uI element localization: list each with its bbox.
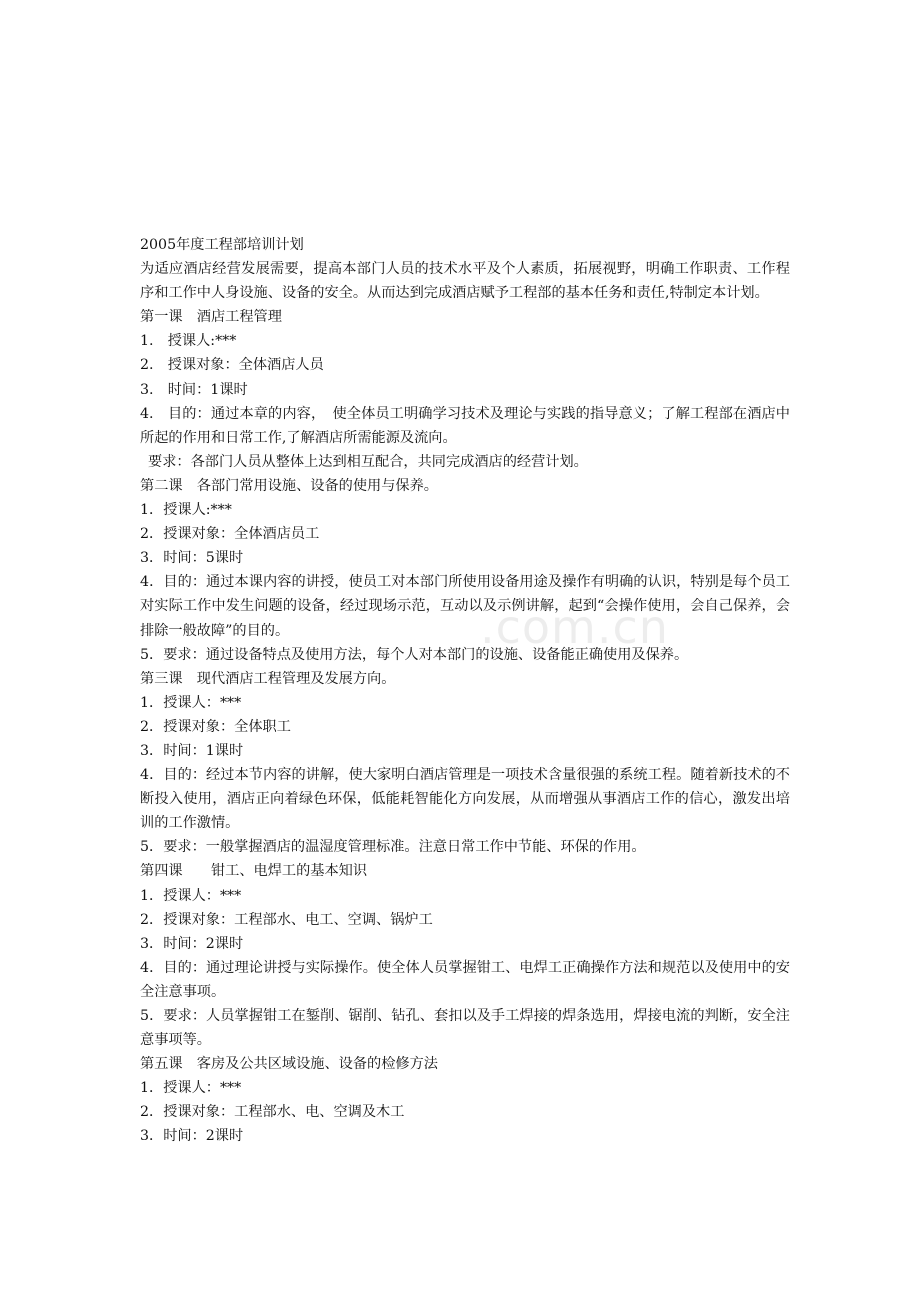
intro-paragraph: 为适应酒店经营发展需要，提高本部门人员的技术水平及个人素质，拓展视野，明确工作职责、工作程序和工作中人身设施、设备的安全。从而达到完成酒店赋予工程部的基本任务和责任,特制定本计划。 bbox=[140, 261, 790, 302]
lesson-1-audience: 2. 授课对象：全体酒店人员 bbox=[140, 357, 324, 374]
lesson-2-audience: 2．授课对象：全体酒店员工 bbox=[140, 526, 320, 543]
lesson-4-lecturer: 1．授课人：*** bbox=[140, 887, 242, 904]
lesson-3-heading: 第三课 现代酒店工程管理及发展方向。 bbox=[140, 670, 396, 687]
document-body bbox=[140, 233, 790, 1149]
lesson-1-duration: 3. 时间：1课时 bbox=[140, 381, 248, 398]
lesson-2-requirement: 5．要求：通过设备特点及使用方法，每个人对本部门的设施、设备能正确使用及保养。 bbox=[140, 646, 689, 663]
lesson-4-heading: 第四课 钳工、电焊工的基本知识 bbox=[140, 863, 368, 880]
lesson-3-purpose: 4．目的：经过本节内容的讲解，使大家明白酒店管理是一项技术含量很强的系统工程。随着新技术的不断投入使用，酒店正向着绿色环保，低能耗智能化方向发展，从而增强从事酒店工作的信心，激发出培训的工作激情。 bbox=[140, 767, 790, 832]
lesson-2-purpose: 4．目的：通过本课内容的讲授，使员工对本部门所使用设备用途及操作有明确的认识，特别是每个员工对实际工作中发生问题的设备，经过现场示范，互动以及示例讲解，起到“会操作使用，会自己保养，会排除一般故障”的目的。 bbox=[140, 574, 790, 639]
lesson-1-requirement: 要求：各部门人员从整体上达到相互配合，共同完成酒店的经营计划。 bbox=[148, 453, 588, 470]
lesson-1-lecturer: 1. 授课人:*** bbox=[140, 333, 237, 350]
lesson-5-audience: 2．授课对象：工程部水、电、空调及木工 bbox=[140, 1104, 405, 1121]
lesson-1-purpose: 4. 目的：通过本章的内容， 使全体员工明确学习技术及理论与实践的指导意义；了解工程部在酒店中所起的作用和日常工作,了解酒店所需能源及流向。 bbox=[140, 405, 790, 446]
lesson-5-lecturer: 1．授课人：*** bbox=[140, 1080, 242, 1097]
lesson-3-lecturer: 1．授课人：*** bbox=[140, 694, 242, 711]
document-title: 2005年度工程部培训计划 bbox=[140, 237, 304, 253]
lesson-2-heading: 第二课 各部门常用设施、设备的使用与保养。 bbox=[140, 477, 438, 494]
lesson-4-purpose: 4．目的：通过理论讲授与实际操作。使全体人员掌握钳工、电焊工正确操作方法和规范以及使用中的安全注意事项。 bbox=[140, 959, 790, 1000]
watermark-text: .com.cn bbox=[480, 600, 669, 654]
lesson-3-audience: 2．授课对象：全体职工 bbox=[140, 718, 291, 735]
lesson-3-requirement: 5．要求：一般掌握酒店的温湿度管理标准。注意日常工作中节能、环保的作用。 bbox=[140, 839, 646, 856]
lesson-4-requirement: 5．要求：人员掌握钳工在錾削、锯削、钻孔、套扣以及手工焊接的焊条选用，焊接电流的判断，安全注意事项等。 bbox=[140, 1008, 790, 1049]
lesson-4-audience: 2．授课对象：工程部水、电工、空调、锅炉工 bbox=[140, 911, 433, 928]
lesson-5-duration: 3．时间：2课时 bbox=[140, 1128, 244, 1145]
lesson-4-duration: 3．时间：2课时 bbox=[140, 935, 244, 952]
lesson-2-lecturer: 1．授课人:*** bbox=[140, 502, 232, 519]
lesson-3-duration: 3．时间：1课时 bbox=[140, 742, 244, 759]
lesson-5-heading: 第五课 客房及公共区域设施、设备的检修方法 bbox=[140, 1056, 438, 1073]
lesson-1-heading: 第一课 酒店工程管理 bbox=[140, 309, 282, 326]
lesson-2-duration: 3．时间：5课时 bbox=[140, 550, 244, 567]
